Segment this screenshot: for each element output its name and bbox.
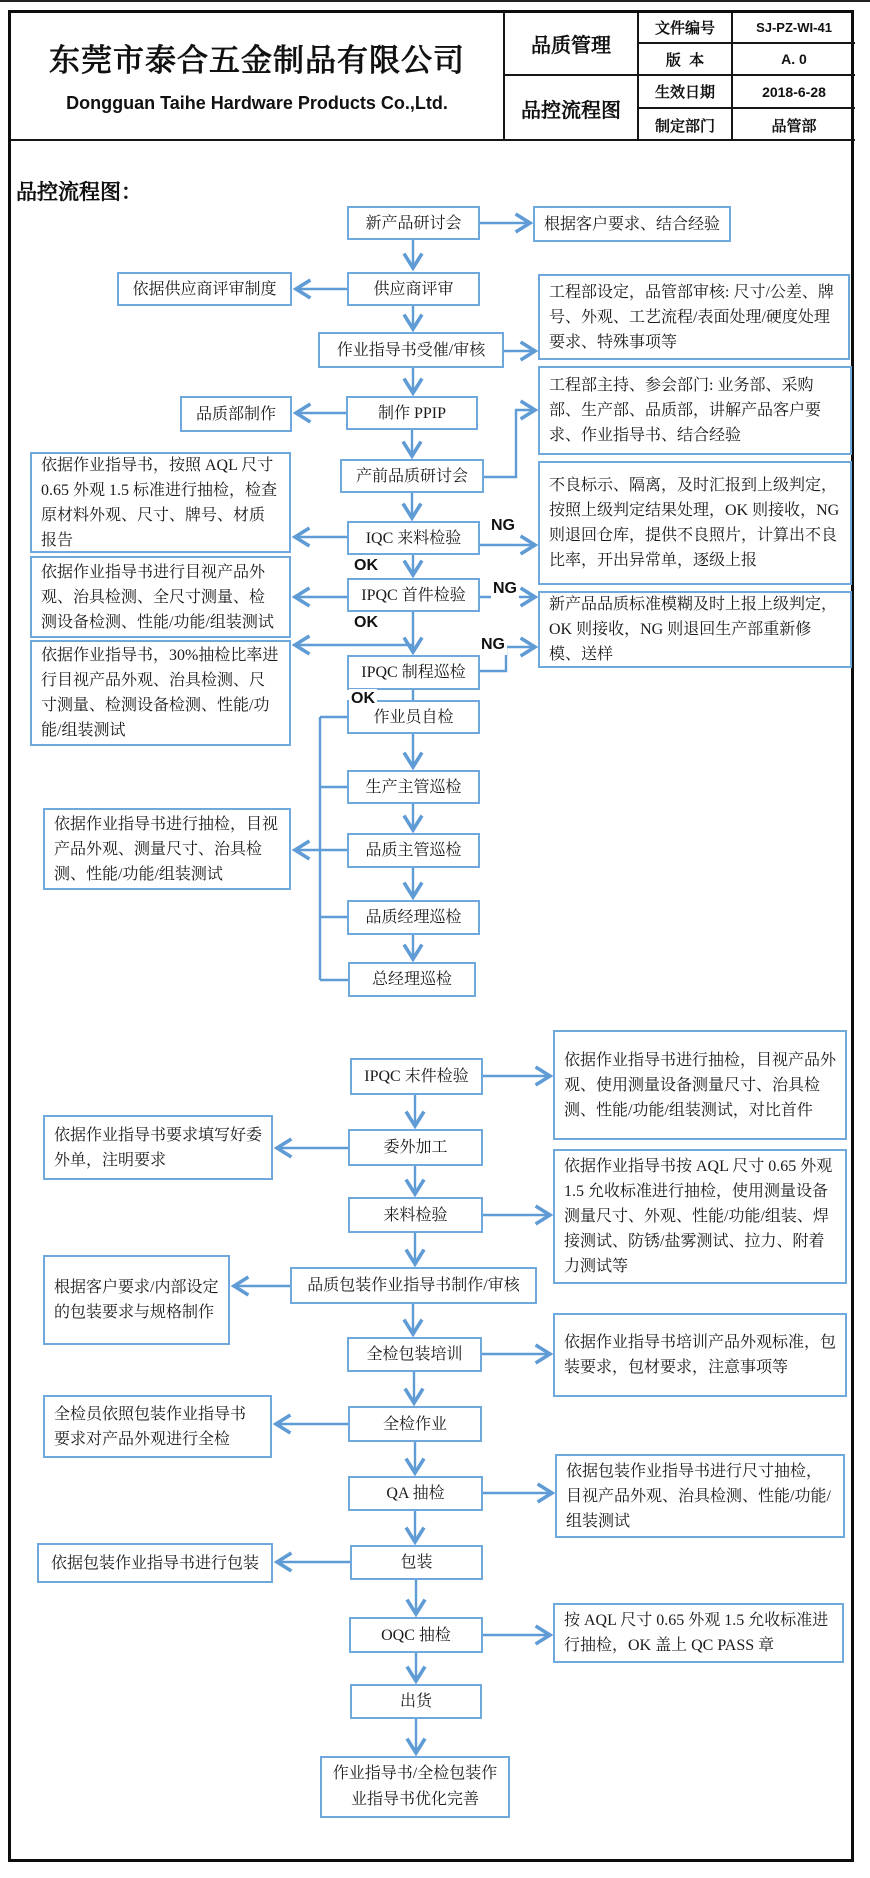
annot-qa-sampling-desc: 依据包装作业指导书进行尺寸抽检，目视产品外观、治具检测、性能/功能/组装测试 (555, 1454, 845, 1538)
annot-engineering-setting: 工程部设定，品管部审核: 尺寸/公差、牌号、外观、工艺流程/表面处理/硬度处理要求、特殊事项等 (538, 274, 850, 360)
field-value-doc-number: SJ-PZ-WI-41 (733, 13, 855, 44)
annot-incoming-aql-check: 依据作业指导书按 AQL 尺寸 0.65 外观 1.5 允收标准进行抽检，使用测量设备测量尺寸、外观、性能/功能/组装、焊接测试、防锈/盐雾测试、拉力、附着力测试等 (553, 1149, 847, 1284)
flow-node-supplier-review: 供应商评审 (347, 272, 480, 306)
company-name-cn: 东莞市泰合五金制品有限公司 (49, 42, 465, 78)
annot-last-article-check: 依据作业指导书进行抽检，目视产品外观、使用测量设备测量尺寸、治具检测、性能/功能/组装测试，对比首件 (553, 1030, 847, 1140)
flow-node-instruction-optimization: 作业指导书/全检包装作业指导书优化完善 (320, 1756, 510, 1818)
flow-node-incoming-inspection: 来料检验 (348, 1197, 483, 1233)
annot-oqc-standard: 按 AQL 尺寸 0.65 外观 1.5 允收标准进行抽检，OK 盖上 QC PASS 章 (553, 1603, 844, 1663)
arrow-right-meeting (484, 410, 535, 477)
flow-node-operator-self-check: 作业员自检 (347, 700, 480, 734)
field-label-issuing-department: 制定部门 (639, 109, 733, 141)
annot-patrol-sampling-check: 依据作业指导书进行抽检，目视产品外观、测量尺寸、治具检测、性能/功能/组装测试 (43, 808, 291, 890)
label-ok-3: OK (351, 690, 375, 707)
flow-node-preproduction-quality-meeting: 产前品质研讨会 (340, 459, 484, 493)
flow-node-shipment: 出货 (350, 1684, 482, 1719)
annot-packing-requirement: 根据客户要求/内部设定的包装要求与规格制作 (43, 1255, 230, 1345)
flow-node-packing: 包装 (350, 1545, 483, 1580)
flow-node-full-inspection-packing-training: 全检包装培训 (347, 1337, 482, 1372)
annot-meeting-departments: 工程部主持、参会部门: 业务部、采购部、生产部、品质部，讲解产品客户要求、作业指导书、结合经验 (538, 366, 852, 455)
flow-node-ipqc-process-patrol: IPQC 制程巡检 (347, 655, 480, 690)
flow-node-ipqc-first-article-inspection: IPQC 首件检验 (347, 578, 480, 612)
flow-node-production-supervisor-patrol: 生产主管巡检 (347, 770, 480, 804)
label-ng-2: NG (493, 580, 517, 597)
annot-outsourcing-order: 依据作业指导书要求填写好委外单，注明要求 (43, 1115, 273, 1180)
flowchart-section-title: 品控流程图： (16, 181, 142, 204)
flow-node-full-inspection-work: 全检作业 (348, 1406, 482, 1442)
flow-node-general-manager-patrol: 总经理巡检 (348, 962, 476, 997)
flow-node-quality-supervisor-patrol: 品质主管巡检 (347, 833, 480, 868)
flow-node-qa-sampling: QA 抽检 (348, 1476, 483, 1511)
flow-node-new-product-meeting: 新产品研讨会 (347, 206, 480, 240)
field-label-effective-date: 生效日期 (639, 76, 733, 109)
flow-node-packing-instruction-make-review: 品质包装作业指导书制作/审核 (290, 1267, 537, 1304)
annot-full-inspection-desc: 全检员依照包装作业指导书要求对产品外观进行全检 (43, 1395, 272, 1458)
company-name-en: Dongguan Taihe Hardware Products Co.,Ltd. (66, 92, 448, 113)
flow-node-make-ppip: 制作 PPIP (346, 396, 478, 430)
annot-process-patrol-check: 依据作业指导书，30%抽检比率进行目视产品外观、治具检测、尺寸测量、检测设备检测、性能/功能/组装测试 (30, 640, 291, 746)
annot-iqc-aql-check: 依据作业指导书，按照 AQL 尺寸 0.65 外观 1.5 标准进行抽检，检查原材料外观、尺寸、牌号、材质报告 (30, 452, 291, 553)
flow-node-outsourcing: 委外加工 (348, 1129, 483, 1166)
doc-type-quality-management: 品质管理 (505, 13, 639, 76)
annot-supplier-review-system: 依据供应商评审制度 (117, 272, 292, 306)
field-value-version: A. 0 (733, 44, 855, 76)
annot-customer-requirement: 根据客户要求、结合经验 (533, 206, 731, 242)
field-label-version: 版 本 (639, 44, 733, 76)
annot-first-article-check: 依据作业指导书进行目视产品外观、治具检测、全尺寸测量、检测设备检测、性能/功能/组装测试 (30, 556, 291, 638)
doc-type-qc-flowchart: 品控流程图 (505, 76, 639, 141)
label-ng-1: NG (491, 517, 515, 534)
annot-quality-dept-make: 品质部制作 (180, 396, 292, 432)
flow-node-work-instruction-review: 作业指导书受催/审核 (318, 332, 504, 368)
flow-node-ipqc-last-article-inspection: IPQC 末件检验 (350, 1058, 483, 1095)
label-ok-1: OK (354, 557, 378, 574)
flow-node-quality-manager-patrol: 品质经理巡检 (347, 900, 480, 935)
annot-packing-training-desc: 依据作业指导书培训产品外观标准，包装要求，包材要求，注意事项等 (553, 1313, 847, 1397)
annot-new-product-standard: 新产品品质标准模糊及时上报上级判定，OK 则接收，NG 则退回生产部重新修模、送样 (538, 591, 852, 668)
field-value-issuing-department: 品管部 (771, 117, 817, 135)
label-ok-2: OK (354, 614, 378, 631)
flow-node-iqc-incoming-inspection: IQC 来料检验 (347, 521, 480, 555)
field-value-effective-date: 2018-6-28 (733, 76, 855, 109)
annot-packing-per-instruction: 依据包装作业指导书进行包装 (37, 1543, 273, 1583)
field-label-doc-number: 文件编号 (639, 13, 733, 44)
label-ng-3: NG (481, 636, 505, 653)
annot-ng-handling: 不良标示、隔离，及时汇报到上级判定，按照上级判定结果处理，OK 则接收，NG 则退回仓库，提供不良照片，计算出不良比率，开出异常单，逐级上报 (538, 461, 852, 585)
flow-node-oqc-sampling: OQC 抽检 (349, 1617, 483, 1653)
